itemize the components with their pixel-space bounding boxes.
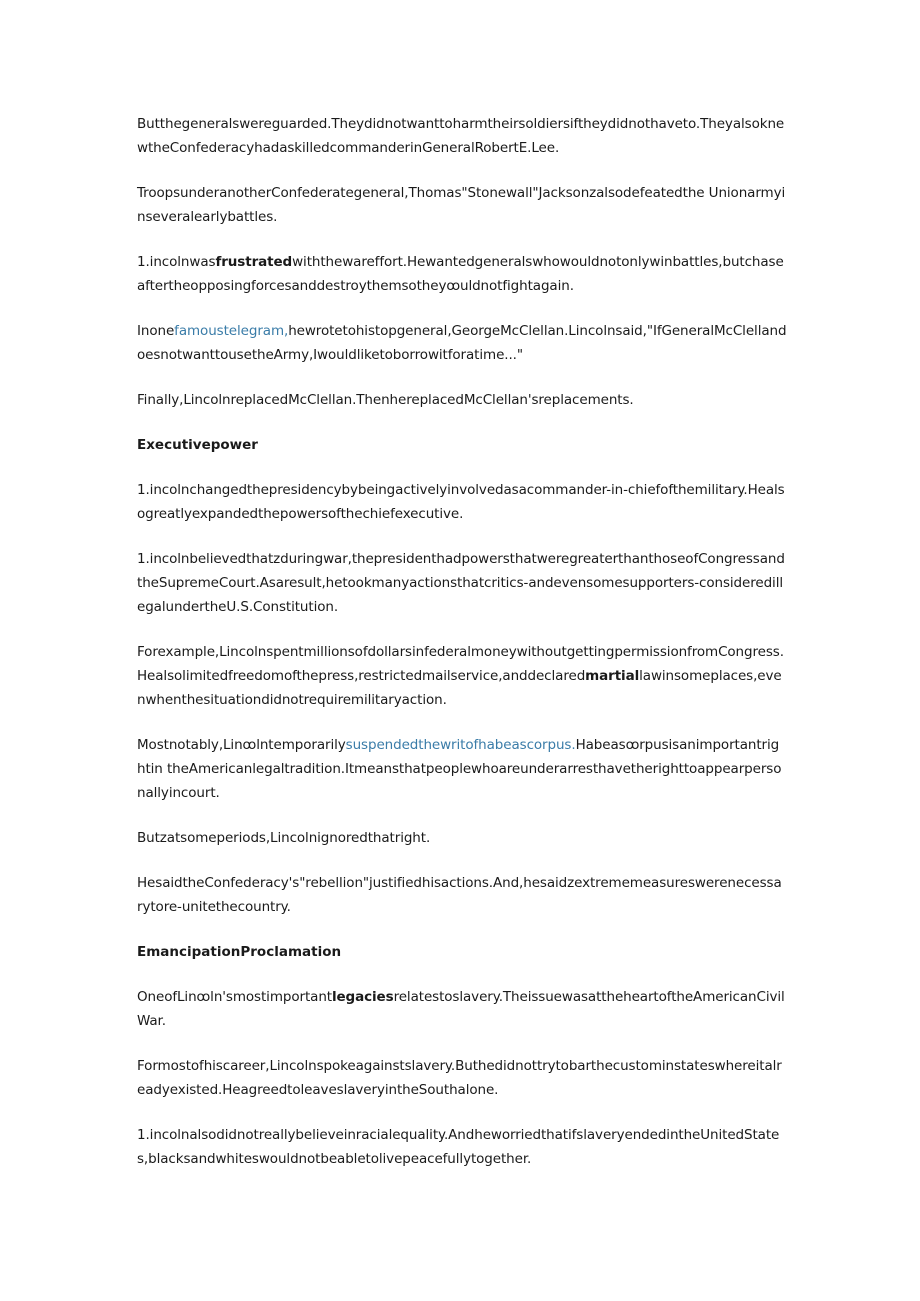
- paragraph-lincoln-frustrated: [137, 250, 787, 298]
- paragraph-habeas-corpus: [137, 733, 787, 805]
- text-run: relatestoslavery.TheissuewasattheheartoftheAmericanCivilWar.: [137, 989, 785, 1029]
- paragraph-generals-guarded: Butthegeneralswereguarded.Theydidnotwanttoharmtheirsoldiersiftheydidnothaveto.TheyalsoknewtheConfederacyhadaskilledcommanderinGeneralRobertE.Lee.: [137, 116, 785, 156]
- text-run: 1.incolnwas: [137, 254, 216, 270]
- article-body: [137, 112, 787, 1192]
- text-run: Habeasꝏrpusisanimportantrightin theAmericanlegaltradition.Itmeansthatpeoplewhoareunderarresthavetherighttoappearpersonallyincourt.: [137, 737, 782, 801]
- paragraph-famous-telegram: [137, 319, 787, 367]
- habeas-corpus-link[interactable]: suspendedthewritofhabeascorpus.: [345, 737, 576, 753]
- bold-term-martial: martial: [585, 668, 640, 684]
- text-run: withthewareffort.Hewantedgeneralswhowouldnotonlywinbattles,butchaseaftertheopposingforcesanddestroythemsotheyꝏuldnotfightagain.: [137, 254, 784, 294]
- text-run: lawinsomeplaces,evenwhenthesituationdidnotrequiremilitaryaction.: [137, 668, 782, 708]
- famous-telegram-link[interactable]: famoustelegram,: [174, 323, 289, 339]
- paragraph-changed-presidency: 1.incolnchangedthepresidencybybeingactivelyinvolvedasacommander-in-chiefofthemilitary.Healsogreatlyexpandedthepowersofthechiefexecutive.: [137, 482, 785, 522]
- paragraph-racial-equality: 1.incolnalsodidnotreallybelieveinracialequality.AndheworriedthatifslaveryendedintheUnitedStates,blacksandwhiteswouldnotbeabletolivepeacefullytogether.: [137, 1127, 780, 1167]
- paragraph-legacies-slavery: [137, 985, 787, 1033]
- paragraph-spoke-against-slavery: Formostofhiscareer,Lincolnspokeagainstslavery.Buthedidnottrytobarthecustominstateswhereitalreadyexisted.HeagreedtoleaveslaveryintheSouthalone.: [137, 1058, 782, 1098]
- text-run: Forexample,LincolnspentmillionsofdollarsinfederalmoneywithoutgettingpermissionfromCongress.Healsolimitedfreedomofthepress,restrictedmailservice,anddeclared: [137, 644, 784, 684]
- text-run: OneofLinꝏln'smostimportant: [137, 989, 332, 1005]
- text-run: hewrotetohistopgeneral,GeorgeMcClellan.Lincolnsaid,"IfGeneralMcClellandoesnotwanttousetheArmy,Iwouldliketoborrowitforatime...": [137, 323, 787, 363]
- bold-term-frustrated: frustrated: [215, 254, 293, 270]
- paragraph-federal-money: [137, 640, 787, 712]
- paragraph-replaced-mcclellan: Finally,LincolnreplacedMcClellan.ThenhereplacedMcClellan'sreplacements.: [137, 392, 634, 408]
- section-heading-emancipation-proclamation: EmancipationProclamation: [137, 944, 342, 960]
- paragraph-rebellion: HesaidtheConfederacy's"rebellion"justifiedhisactions.And,hesaidzextrememeasureswerenecessarytore-unitethecountry.: [137, 875, 782, 915]
- bold-term-legacies: legacies: [331, 989, 394, 1005]
- paragraph-president-powers: 1.incolnbelievedthatzduringwar,thepresidenthadpowersthatweregreaterthanthoseofCongressandtheSupremeCourt.Asaresult,hetookmanyactionsthatcritics-andevensomesupporters-consideredillegalundertheU.S.Constitution.: [137, 551, 785, 615]
- section-heading-executive-power: Executivepower: [137, 437, 258, 453]
- text-run: Inone: [137, 323, 175, 339]
- paragraph-ignored-right: Butzatsomeperiods,Lincolnignoredthatright.: [137, 830, 431, 846]
- paragraph-stonewall-jackson: TroopsunderanotherConfederategeneral,Thomas"Stonewall"Jacksonzalsodefeatedthe Unionarmyinseveralearlybattles.: [137, 185, 786, 225]
- text-run: Mostnotably,Linꝏlntemporarily: [137, 737, 346, 753]
